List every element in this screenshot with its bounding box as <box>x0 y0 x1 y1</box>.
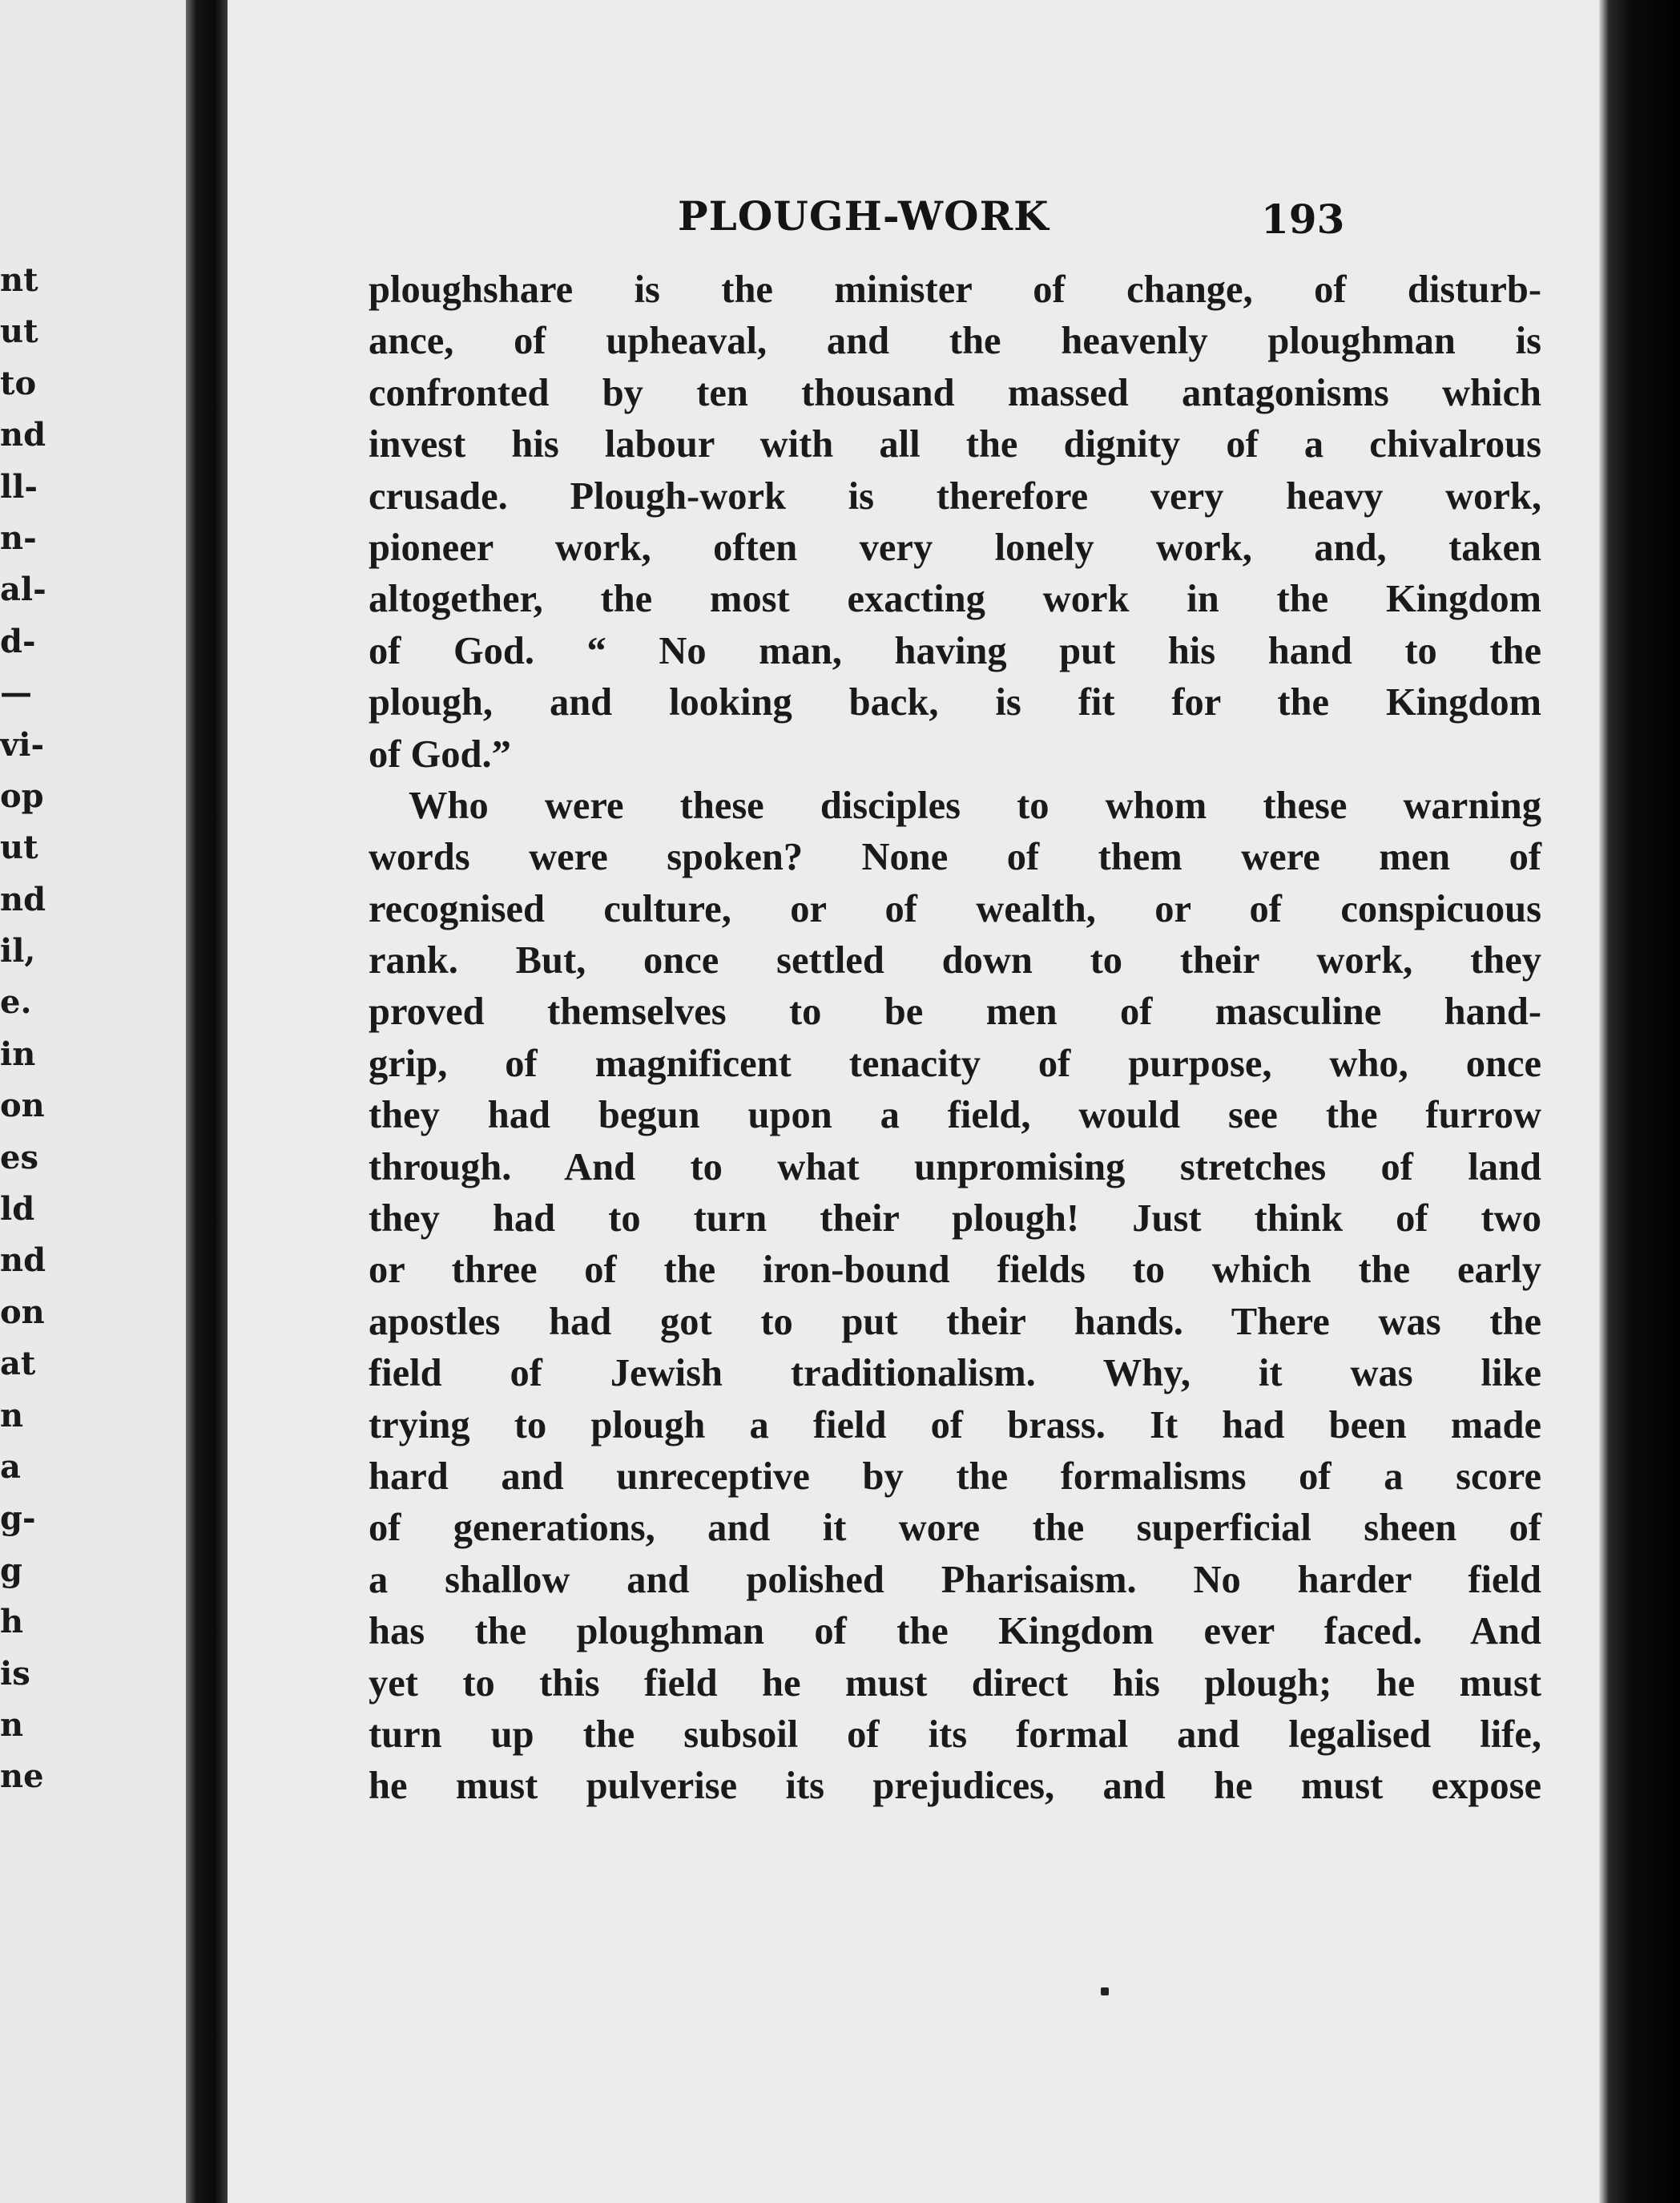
text-line: recognised culture, or of wealth, or of conspicuous <box>369 887 1541 930</box>
fragment-line: ll- <box>0 467 38 506</box>
text-line: hard and unreceptive by the formalisms of a score <box>369 1455 1541 1498</box>
running-head <box>228 184 1599 248</box>
text-line: field of Jewish traditionalism. Why, it was like <box>369 1352 1541 1395</box>
paragraph-end-line: of God.” <box>369 732 511 776</box>
text-line: they had to turn their plough! Just think of two <box>369 1197 1541 1241</box>
fragment-line: e. <box>0 983 32 1022</box>
fragment-line: to <box>0 364 37 402</box>
fragment-line: n <box>0 1705 24 1744</box>
text-line: ance, of upheaval, and the heavenly ploughman is <box>369 320 1541 363</box>
text-line: of God. “ No man, having put his hand to the <box>369 629 1541 672</box>
fragment-line: nd <box>0 1241 46 1280</box>
text-line: yet to this field he must direct his plough; he must <box>369 1661 1541 1705</box>
fragment-line: in <box>0 1035 36 1073</box>
fragment-line: d- <box>0 622 36 660</box>
text-line: he must pulverise its prejudices, and he must expose <box>369 1765 1541 1808</box>
running-title: PLOUGH-WORK <box>678 192 1049 240</box>
text-line: crusade. Plough-work is therefore very heavy work, <box>369 474 1541 518</box>
fragment-line: is <box>0 1654 30 1693</box>
fragment-line: n- <box>0 518 37 557</box>
fragment-line: vi- <box>0 725 45 764</box>
fragment-line: g <box>0 1551 22 1589</box>
previous-page-text-fragments <box>0 255 64 1803</box>
fragment-line: op <box>0 777 44 815</box>
text-line: through. And to what unpromising stretches of land <box>369 1145 1541 1188</box>
fragment-line: a <box>0 1447 21 1486</box>
text-line: ploughshare is the minister of change, of disturb- <box>369 268 1541 311</box>
fragment-line: n <box>0 1396 24 1434</box>
fragment-line: ne <box>0 1757 44 1796</box>
body-text <box>369 264 1541 1813</box>
fragment-line: h <box>0 1603 24 1641</box>
text-line: invest his labour with all the dignity of a chivalrous <box>369 423 1541 466</box>
text-line: words were spoken? None of them were men of <box>369 836 1541 879</box>
text-line: grip, of magnificent tenacity of purpose, who, once <box>369 1042 1541 1085</box>
paragraph-start-line: Who were these disciples to whom these warning <box>409 784 1541 827</box>
fragment-line: on <box>0 1087 45 1125</box>
text-line: or three of the iron-bound fields to which the early <box>369 1249 1541 1292</box>
book-page <box>228 0 1599 2203</box>
fragment-line: il, <box>0 932 36 970</box>
text-line: plough, and looking back, is fit for the Kingdom <box>369 681 1541 724</box>
text-line: trying to plough a field of brass. It had been made <box>369 1403 1541 1446</box>
text-line: altogether, the most exacting work in the Kingdom <box>369 578 1541 621</box>
fragment-line: al- <box>0 571 46 609</box>
text-line: pioneer work, often very lonely work, and, taken <box>369 526 1541 569</box>
fragment-line: ut <box>0 829 38 867</box>
right-page-edge-shadow <box>1599 0 1680 2203</box>
fragment-line: nt <box>0 261 38 299</box>
fragment-line: ld <box>0 1190 35 1229</box>
previous-page-edge <box>0 0 186 2203</box>
fragment-line: nd <box>0 880 46 918</box>
fragment-line: nd <box>0 416 46 454</box>
text-line: apostles had got to put their hands. There was the <box>369 1300 1541 1343</box>
fragment-line: — <box>0 674 32 712</box>
text-line: rank. But, once settled down to their work, they <box>369 939 1541 982</box>
print-speck <box>1101 1987 1109 1995</box>
page-number: 193 <box>1261 196 1345 243</box>
text-line: of generations, and it wore the superficial sheen of <box>369 1507 1541 1550</box>
text-line: they had begun upon a field, would see the furrow <box>369 1094 1541 1137</box>
text-line: confronted by ten thousand massed antagonisms which <box>369 371 1541 414</box>
fragment-line: ut <box>0 313 38 351</box>
book-gutter-shadow <box>186 0 228 2203</box>
text-line: a shallow and polished Pharisaism. No harder field <box>369 1558 1541 1601</box>
text-line: proved themselves to be men of masculine hand- <box>369 991 1541 1034</box>
text-line: has the ploughman of the Kingdom ever faced. And <box>369 1610 1541 1653</box>
fragment-line: on <box>0 1293 45 1331</box>
text-line: turn up the subsoil of its formal and legalised life, <box>369 1713 1541 1756</box>
fragment-line: g- <box>0 1499 36 1538</box>
fragment-line: es <box>0 1138 38 1176</box>
fragment-line: at <box>0 1345 36 1383</box>
